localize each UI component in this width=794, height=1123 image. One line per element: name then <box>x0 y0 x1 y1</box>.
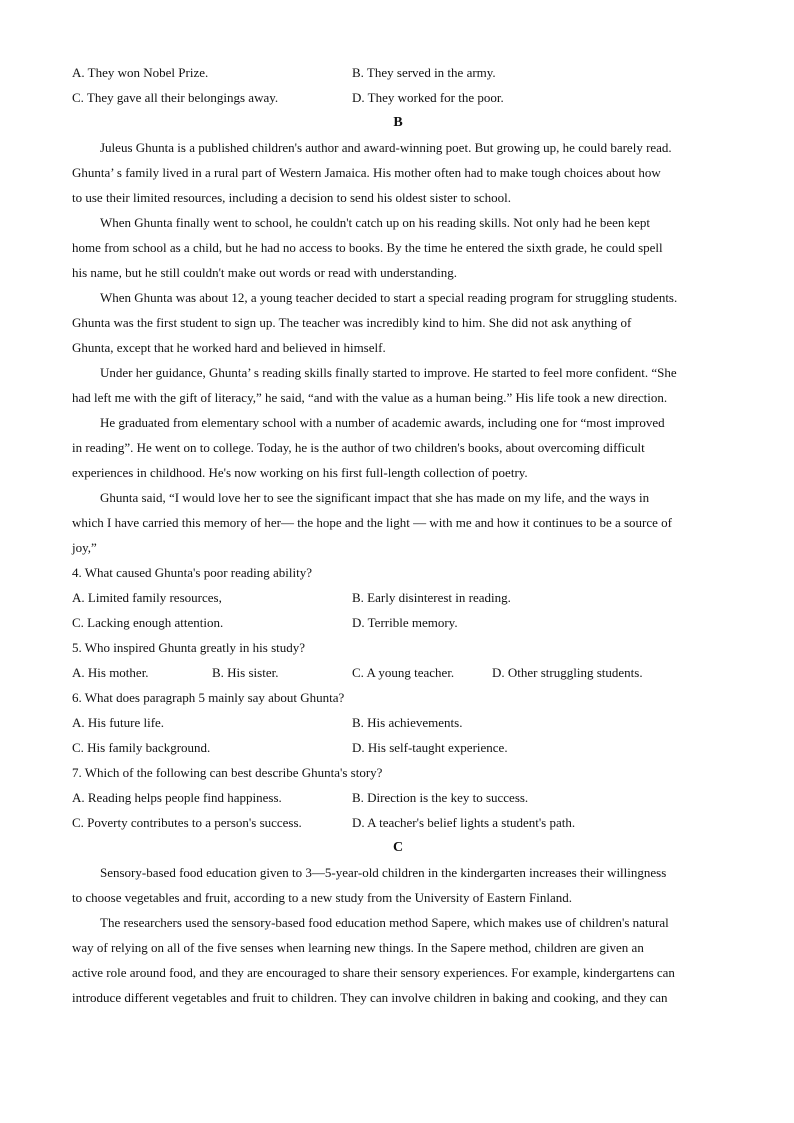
option-row <box>72 85 724 110</box>
option-b: B. His achievements. <box>352 715 463 730</box>
option-b: B. Early disinterest in reading. <box>352 590 511 605</box>
option-a: A. They won Nobel Prize. <box>72 65 209 80</box>
option-a: A. His mother. <box>72 665 149 680</box>
paragraph <box>72 485 724 560</box>
text-line: Under her guidance, Ghunta’ s reading skills finally started to improve. He started to feel more confident. “She <box>100 365 677 380</box>
text-line: active role around food, and they are encouraged to share their sensory experiences. For example, kindergartens can <box>72 965 675 980</box>
option-d: D. Other struggling students. <box>492 665 643 680</box>
section-c-passage <box>72 860 724 1010</box>
text-line: Ghunta said, “I would love her to see the significant impact that she has made on my life, and the ways in <box>100 490 650 505</box>
option-a: A. His future life. <box>72 715 165 730</box>
paragraph <box>72 210 724 285</box>
option-c: C. Lacking enough attention. <box>72 615 224 630</box>
exam-page <box>72 60 724 1010</box>
option-row <box>72 735 724 760</box>
option-c: C. They gave all their belongings away. <box>72 90 279 105</box>
text-line: joy,” <box>72 540 97 555</box>
option-row <box>72 585 724 610</box>
option-row <box>72 810 724 835</box>
option-c: C. Poverty contributes to a person's success. <box>72 815 302 830</box>
option-row <box>72 60 724 85</box>
text-line: He graduated from elementary school with a number of academic awards, including one for “most improved <box>100 415 665 430</box>
text-line: Sensory-based food education given to 3—5-year-old children in the kindergarten increases their willingness <box>100 865 667 880</box>
text-line: way of relying on all of the five senses when learning new things. In the Sapere method, children are given an <box>72 940 644 955</box>
option-a: A. Limited family resources, <box>72 590 222 605</box>
option-d: D. Terrible memory. <box>352 615 458 630</box>
option-row <box>72 710 724 735</box>
text-line: which I have carried this memory of her— the hope and the light — with me and how it continues to be a source of <box>72 515 672 530</box>
text-line: home from school as a child, but he had no access to books. By the time he entered the sixth grade, he could spell <box>72 240 663 255</box>
option-row <box>72 785 724 810</box>
text-line: When Ghunta was about 12, a young teacher decided to start a special reading program for struggling students. <box>100 290 678 305</box>
text-line: Ghunta’ s family lived in a rural part of Western Jamaica. His mother often had to make tough choices about how <box>72 165 661 180</box>
option-b: B. His sister. <box>212 665 279 680</box>
option-d: D. A teacher's belief lights a student's path. <box>352 815 576 830</box>
text-line: his name, but he still couldn't make out words or read with understanding. <box>72 265 458 280</box>
question-6-stem: 6. What does paragraph 5 mainly say about Ghunta? <box>72 690 345 705</box>
option-row <box>72 660 724 685</box>
text-line: The researchers used the sensory-based food education method Sapere, which makes use of children's natural <box>100 915 669 930</box>
section-c-heading: C <box>392 840 404 855</box>
option-d: D. His self-taught experience. <box>352 740 508 755</box>
question-5-stem: 5. Who inspired Ghunta greatly in his study? <box>72 640 306 655</box>
paragraph <box>72 285 724 360</box>
text-line: in reading”. He went on to college. Today, he is the author of two children's books, about overcoming difficult <box>72 440 645 455</box>
text-line: Juleus Ghunta is a published children's author and award-winning poet. But growing up, he could barely read. <box>100 140 672 155</box>
option-c: C. A young teacher. <box>352 665 455 680</box>
paragraph <box>72 135 724 210</box>
text-line: introduce different vegetables and fruit to children. They can involve children in baking and cooking, and they can <box>72 990 668 1005</box>
paragraph <box>72 360 724 410</box>
text-line: Ghunta was the first student to sign up. The teacher was incredibly kind to him. She did not ask anything of <box>72 315 632 330</box>
option-a: A. Reading helps people find happiness. <box>72 790 282 805</box>
paragraph <box>72 860 724 910</box>
text-line: had left me with the gift of literacy,” he said, “and with the value as a human being.” His life took a new direction. <box>72 390 668 405</box>
option-row <box>72 610 724 635</box>
question-7-stem: 7. Which of the following can best describe Ghunta's story? <box>72 765 383 780</box>
text-line: to choose vegetables and fruit, according to a new study from the University of Eastern Finland. <box>72 890 573 905</box>
option-d: D. They worked for the poor. <box>352 90 504 105</box>
option-b: B. Direction is the key to success. <box>352 790 529 805</box>
option-b: B. They served in the army. <box>352 65 496 80</box>
text-line: Ghunta, except that he worked hard and believed in himself. <box>72 340 386 355</box>
paragraph <box>72 910 724 1010</box>
text-line: to use their limited resources, including a decision to send his oldest sister to school. <box>72 190 512 205</box>
text-line: When Ghunta finally went to school, he couldn't catch up on his reading skills. Not only had he been kept <box>100 215 651 230</box>
question-4-stem: 4. What caused Ghunta's poor reading ability? <box>72 565 313 580</box>
section-b-heading: B <box>393 115 403 130</box>
text-line: experiences in childhood. He's now working on his first full-length collection of poetry. <box>72 465 528 480</box>
section-b-passage <box>72 135 724 560</box>
paragraph <box>72 410 724 485</box>
option-c: C. His family background. <box>72 740 211 755</box>
